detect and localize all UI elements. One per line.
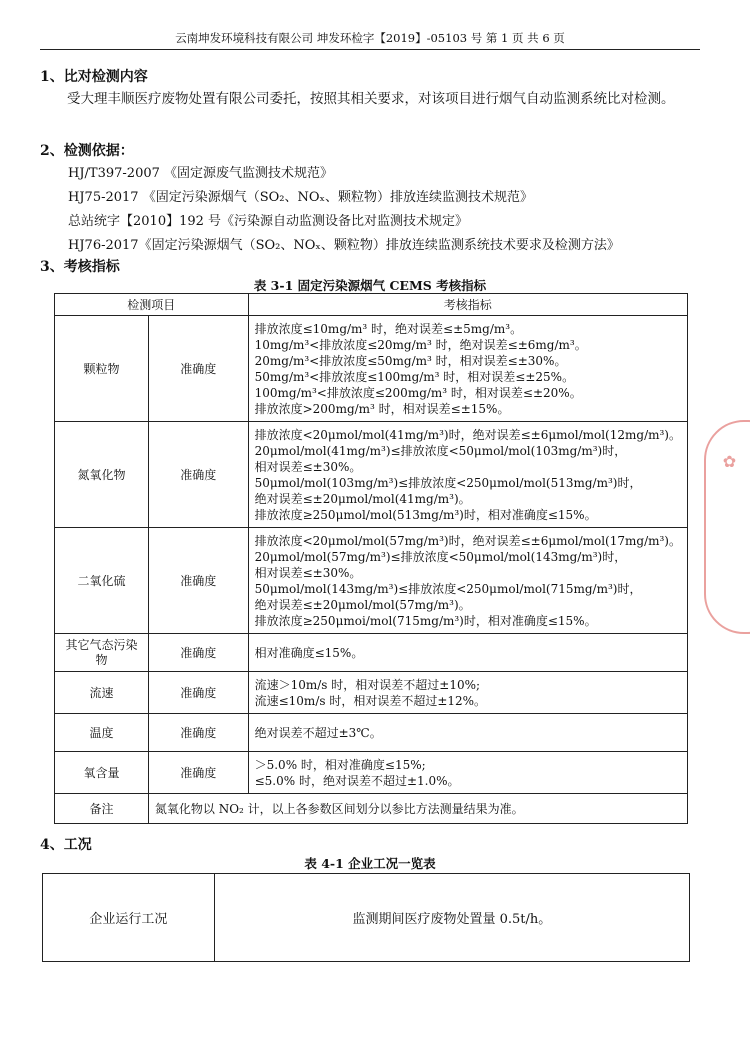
row-item: 温度 <box>55 714 149 752</box>
row-type: 准确度 <box>148 672 248 714</box>
table-row <box>55 316 688 422</box>
row-type: 准确度 <box>148 422 248 528</box>
table-note-row <box>55 794 688 824</box>
page-header: 云南坤发环境科技有限公司 坤发环检字【2019】-05103 号 第 1 页 共 6 页 <box>40 30 700 50</box>
cems-criteria-table <box>54 293 688 824</box>
table-row <box>55 672 688 714</box>
reference-item: HJ75-2017 《固定污染源烟气（SO₂、NOₓ、颗粒物）排放连续监测技术规范》 <box>68 190 534 205</box>
row-criteria: 排放浓度<20μmol/mol(57mg/m³)时，绝对误差≤±6μmol/mol(17mg/m³)。 20μmol/mol(57mg/m³)≤排放浓度<50μmol/mol(143mg/m³)时， 相对误差≤±30%。 50μmol/mol(143mg/m³)≤排放浓度<250μmol/mol(715mg/m³)时， 绝对误差≤±20μmol/mol(57mg/m³)。 排放浓度≥250μmoi/mol(715mg/m³)时，相对准确度≤15%。 <box>248 528 687 634</box>
table-3-caption: 表 3-1 固定污染源烟气 CEMS 考核指标 <box>253 278 487 293</box>
table-4-caption: 表 4-1 企业工况一览表 <box>304 856 436 871</box>
row-item: 其它气态污染物 <box>55 634 149 672</box>
row-criteria: 排放浓度≤10mg/m³ 时，绝对误差≤±5mg/m³。 10mg/m³<排放浓度≤20mg/m³ 时，绝对误差≤±6mg/m³。 20mg/m³<排放浓度≤50mg/m³ 时，相对误差≤±30%。 50mg/m³<排放浓度≤100mg/m³ 时，相对误差≤±25%。 100mg/m³<排放浓度≤200mg/m³ 时，相对误差≤±20%。 排放浓度>200mg/m³ 时，相对误差≤±15%。 <box>248 316 687 422</box>
table-row <box>55 634 688 672</box>
row-type: 准确度 <box>148 528 248 634</box>
table-header-row <box>55 294 688 316</box>
row-criteria: 绝对误差不超过±3℃。 <box>248 714 687 752</box>
table-row <box>55 422 688 528</box>
reference-item: HJ76-2017《固定污染源烟气（SO₂、NOₓ、颗粒物）排放连续监测系统技术要求及检测方法》 <box>68 238 620 253</box>
row-type: 准确度 <box>148 634 248 672</box>
row-type: 准确度 <box>148 752 248 794</box>
operating-conditions-table <box>42 873 690 962</box>
section-2-title: 2、检测依据： <box>40 143 134 159</box>
note-text: 氮氧化物以 NO₂ 计，以上各参数区间划分以参比方法测量结果为准。 <box>148 794 687 824</box>
conditions-value: 监测期间医疗废物处置量 0.5t/h。 <box>214 874 689 962</box>
section-3-title: 3、考核指标 <box>40 259 120 275</box>
row-criteria: ＞5.0% 时，相对准确度≤15%; ≤5.0% 时，绝对误差不超过±1.0%。 <box>248 752 687 794</box>
table-row <box>55 714 688 752</box>
row-criteria: 流速＞10m/s 时，相对误差不超过±10%; 流速≤10m/s 时，相对误差不超过±12%。 <box>248 672 687 714</box>
row-type: 准确度 <box>148 316 248 422</box>
reference-item: 总站统字【2010】192 号《污染源自动监测设备比对监测技术规定》 <box>68 214 469 229</box>
conditions-label: 企业运行工况 <box>43 874 215 962</box>
row-item: 二氧化硫 <box>55 528 149 634</box>
row-criteria: 相对准确度≤15%。 <box>248 634 687 672</box>
section-1-body: 受大理丰顺医疗废物处置有限公司委托，按照其相关要求，对该项目进行烟气自动监测系统比对检测。 <box>67 91 675 107</box>
header-item: 检测项目 <box>55 294 249 316</box>
row-criteria: 排放浓度<20μmol/mol(41mg/m³)时，绝对误差≤±6μmol/mol(12mg/m³)。 20μmol/mol(41mg/m³)≤排放浓度<50μmol/mol(103mg/m³)时， 相对误差≤±30%。 50μmol/mol(103mg/m³)≤排放浓度<250μmol/mol(513mg/m³)时， 绝对误差≤±20μmol/mol(41mg/m³)。 排放浓度≥250μmol/mol(513mg/m³)时，相对准确度≤15%。 <box>248 422 687 528</box>
seal-stamp-mark: ✿ <box>720 452 739 475</box>
row-type: 准确度 <box>148 714 248 752</box>
row-item: 氧含量 <box>55 752 149 794</box>
row-item: 氮氧化物 <box>55 422 149 528</box>
seal-stamp <box>704 420 750 634</box>
note-label: 备注 <box>55 794 149 824</box>
table-row <box>55 752 688 794</box>
section-1-title: 1、比对检测内容 <box>40 69 148 85</box>
table-row <box>43 874 690 962</box>
row-item: 颗粒物 <box>55 316 149 422</box>
header-index: 考核指标 <box>248 294 687 316</box>
table-row <box>55 528 688 634</box>
row-item: 流速 <box>55 672 149 714</box>
reference-item: HJ/T397-2007 《固定源废气监测技术规范》 <box>68 166 334 181</box>
section-4-title: 4、工况 <box>40 837 92 853</box>
